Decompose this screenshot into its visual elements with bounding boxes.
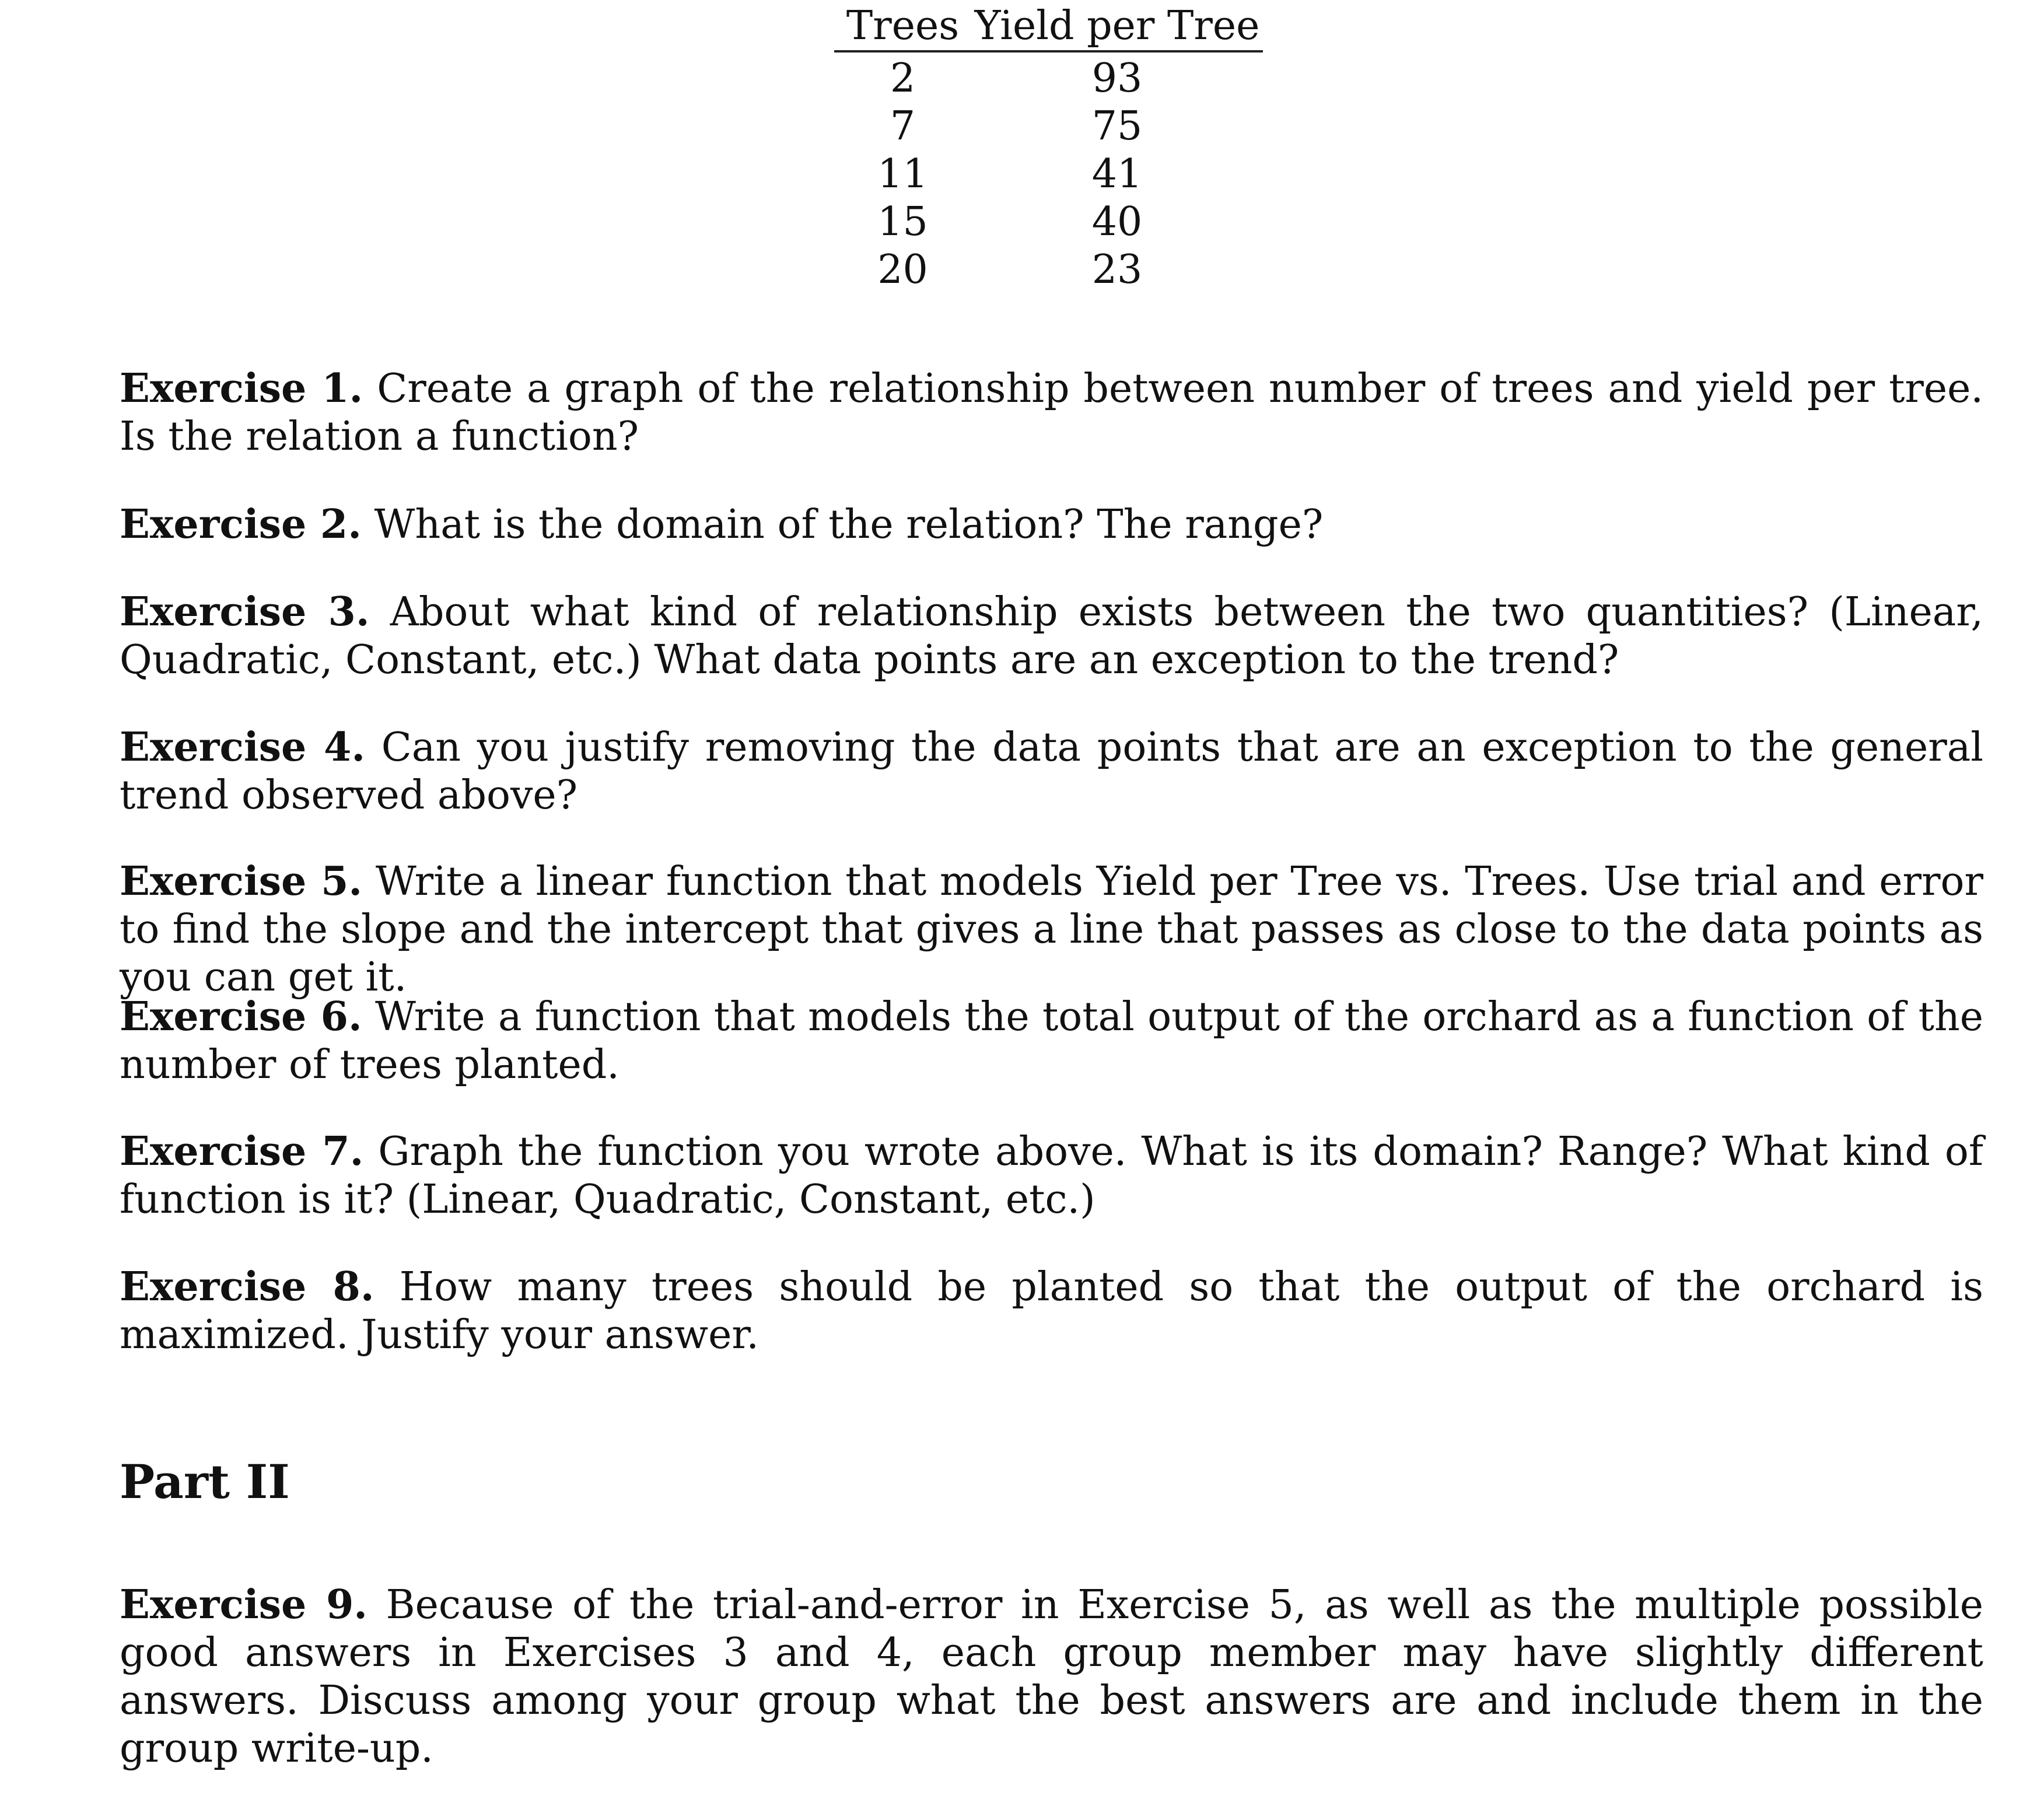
exercise-label: Exercise 6. bbox=[120, 993, 362, 1040]
exercise-text: Can you justify removing the data points that are an exception to the general trend observed above? bbox=[120, 724, 1983, 818]
exercise-6 bbox=[120, 993, 1983, 1089]
exercise-label: Exercise 2. bbox=[120, 501, 362, 548]
yield-cell: 93 bbox=[1091, 55, 1143, 102]
exercise-text: Graph the function you wrote above. What is its domain? Range? What kind of function is it? (Linear, Quadratic, Constant, etc.) bbox=[120, 1129, 1984, 1223]
exercise-3 bbox=[120, 588, 1983, 684]
table-row bbox=[834, 246, 1263, 294]
trees-yield-table bbox=[834, 0, 1263, 294]
yield-cell: 41 bbox=[1091, 151, 1143, 197]
table-header-row bbox=[834, 0, 1263, 52]
exercise-label: Exercise 3. bbox=[120, 589, 370, 635]
yield-cell: 75 bbox=[1091, 103, 1143, 149]
exercise-text: Write a linear function that models Yield per Tree vs. Trees. Use trial and error to find the slope and the intercept that gives a line that passes as close to the data points as you can get it. bbox=[120, 859, 1983, 1000]
trees-cell: 11 bbox=[877, 151, 928, 197]
exercise-text: Because of the trial-and-error in Exercise 5, as well as the multiple possible good answers in Exercises 3 and 4, each group member may have slightly different answers. Discuss among your group what the best answers are and include them in the group write-up. bbox=[120, 1582, 1983, 1772]
table-row bbox=[834, 150, 1263, 198]
exercise-1 bbox=[120, 365, 1983, 461]
exercise-label: Exercise 8. bbox=[120, 1264, 374, 1310]
yield-column-header: Yield per Tree bbox=[974, 3, 1260, 49]
part-2-heading: Part II bbox=[120, 1454, 290, 1509]
exercise-text: How many trees should be planted so that the output of the orchard is maximized. Justify your answer. bbox=[120, 1264, 1983, 1358]
exercise-text: Write a function that models the total output of the orchard as a function of the number of trees planted. bbox=[120, 994, 1983, 1088]
exercise-label: Exercise 5. bbox=[120, 858, 363, 905]
exercise-label: Exercise 1. bbox=[120, 365, 363, 412]
exercise-label: Exercise 7. bbox=[120, 1128, 364, 1175]
exercise-7 bbox=[120, 1128, 1983, 1224]
exercise-label: Exercise 4. bbox=[120, 724, 365, 771]
exercise-text: About what kind of relationship exists between the two quantities? (Linear, Quadratic, Constant, etc.) What data points are an exception to the trend? bbox=[120, 589, 1983, 683]
table-row bbox=[834, 55, 1263, 103]
trees-column-header: Trees bbox=[846, 3, 960, 49]
exercise-text: Create a graph of the relationship between number of trees and yield per tree. Is the relation a function? bbox=[120, 366, 1984, 460]
exercise-8 bbox=[120, 1263, 1983, 1359]
exercise-4 bbox=[120, 723, 1983, 820]
trees-cell: 7 bbox=[890, 103, 916, 149]
exercise-9 bbox=[120, 1581, 1983, 1773]
exercise-5 bbox=[120, 858, 1983, 1002]
table-row bbox=[834, 103, 1263, 150]
table-row bbox=[834, 198, 1263, 246]
trees-cell: 15 bbox=[877, 199, 928, 245]
exercise-label: Exercise 9. bbox=[120, 1581, 368, 1628]
yield-cell: 23 bbox=[1091, 247, 1143, 293]
trees-cell: 2 bbox=[890, 55, 916, 102]
yield-cell: 40 bbox=[1091, 199, 1143, 245]
trees-cell: 20 bbox=[877, 247, 928, 293]
exercise-text: What is the domain of the relation? The range? bbox=[374, 502, 1324, 548]
exercise-2 bbox=[120, 501, 1983, 549]
table-body bbox=[834, 52, 1263, 294]
